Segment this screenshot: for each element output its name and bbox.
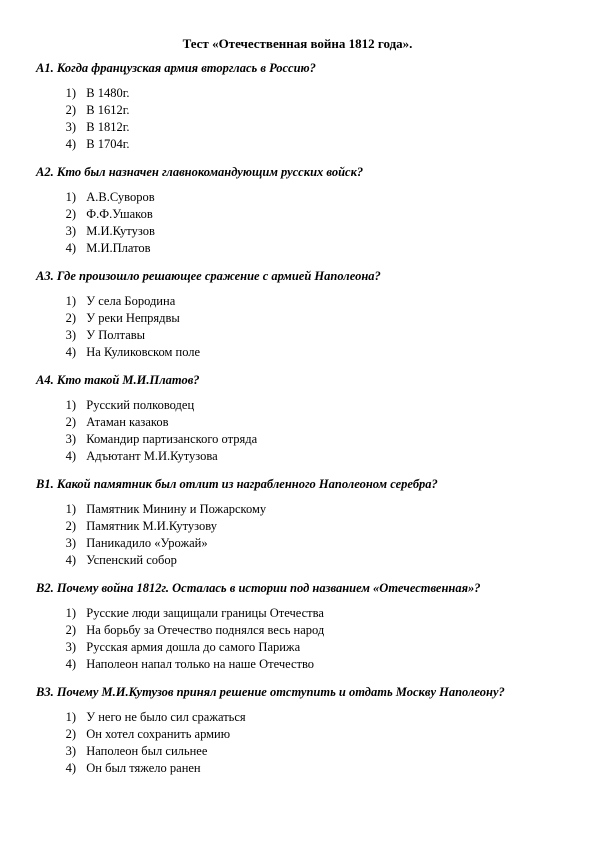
question-text: А3. Где произошло решающее сражение с армией Наполеона? bbox=[36, 269, 381, 283]
answer-option bbox=[60, 344, 559, 361]
answer-text: Памятник Минину и Пожарскому bbox=[86, 502, 267, 516]
answer-list bbox=[60, 189, 559, 257]
answer-option bbox=[60, 743, 559, 760]
question-text: А2. Кто был назначен главнокомандующим русских войск? bbox=[36, 165, 364, 179]
answer-option bbox=[60, 622, 559, 639]
answer-number: 4) bbox=[65, 137, 76, 151]
answer-text: Ф.Ф.Ушаков bbox=[86, 207, 153, 221]
answer-text: Успенский собор bbox=[86, 553, 177, 567]
question-text: А1. Когда французская армия вторглась в Россию? bbox=[36, 61, 316, 75]
answer-option bbox=[60, 709, 559, 726]
answer-number: 2) bbox=[65, 207, 76, 221]
question-block bbox=[36, 372, 559, 465]
answer-text: У Полтавы bbox=[86, 328, 146, 342]
answer-text: М.И.Кутузов bbox=[86, 224, 155, 238]
page-title: Тест «Отечественная война 1812 года». bbox=[182, 36, 413, 51]
answer-number: 2) bbox=[65, 415, 76, 429]
answer-text: Русский полководец bbox=[86, 398, 195, 412]
answer-text: У реки Непрядвы bbox=[86, 311, 180, 325]
answer-option bbox=[60, 327, 559, 344]
answer-list bbox=[60, 397, 559, 465]
answer-text: Русская армия дошла до самого Парижа bbox=[86, 640, 301, 654]
answer-list bbox=[60, 293, 559, 361]
question-block bbox=[36, 268, 559, 361]
answer-text: Он хотел сохранить армию bbox=[86, 727, 231, 741]
answer-number: 3) bbox=[65, 536, 76, 550]
answer-text: У него не было сил сражаться bbox=[86, 710, 246, 724]
answer-text: В 1704г. bbox=[86, 137, 130, 151]
question-block bbox=[36, 580, 559, 673]
answer-number: 4) bbox=[65, 553, 76, 567]
answer-option bbox=[60, 431, 559, 448]
answer-number: 3) bbox=[65, 640, 76, 654]
answer-number: 3) bbox=[65, 744, 76, 758]
answer-list bbox=[60, 709, 559, 777]
answer-option bbox=[60, 518, 559, 535]
answer-text: Русские люди защищали границы Отечества bbox=[86, 606, 324, 620]
answer-text: На Куликовском поле bbox=[86, 345, 201, 359]
answer-number: 1) bbox=[65, 710, 76, 724]
answer-number: 4) bbox=[65, 345, 76, 359]
question-block bbox=[36, 60, 559, 153]
answer-text: Памятник М.И.Кутузову bbox=[86, 519, 217, 533]
answer-option bbox=[60, 605, 559, 622]
answer-option bbox=[60, 397, 559, 414]
answer-number: 2) bbox=[65, 311, 76, 325]
answer-number: 3) bbox=[65, 432, 76, 446]
answer-option bbox=[60, 293, 559, 310]
answer-text: Он был тяжело ранен bbox=[86, 761, 201, 775]
answer-option bbox=[60, 189, 559, 206]
answer-number: 1) bbox=[65, 294, 76, 308]
question-list bbox=[36, 60, 559, 777]
answer-number: 3) bbox=[65, 224, 76, 238]
answer-option bbox=[60, 136, 559, 153]
question-block bbox=[36, 476, 559, 569]
answer-text: Наполеон был сильнее bbox=[86, 744, 208, 758]
answer-option bbox=[60, 552, 559, 569]
answer-number: 4) bbox=[65, 657, 76, 671]
answer-number: 3) bbox=[65, 328, 76, 342]
answer-list bbox=[60, 85, 559, 153]
answer-option bbox=[60, 310, 559, 327]
answer-option bbox=[60, 102, 559, 119]
answer-text: В 1812г. bbox=[86, 120, 130, 134]
answer-text: Командир партизанского отряда bbox=[86, 432, 258, 446]
answer-number: 3) bbox=[65, 120, 76, 134]
answer-list bbox=[60, 605, 559, 673]
answer-list bbox=[60, 501, 559, 569]
question-text: В1. Какой памятник был отлит из награбленного Наполеоном серебра? bbox=[36, 477, 438, 491]
answer-option bbox=[60, 448, 559, 465]
answer-option bbox=[60, 639, 559, 656]
answer-option bbox=[60, 119, 559, 136]
answer-text: Атаман казаков bbox=[86, 415, 169, 429]
question-text: В3. Почему М.И.Кутузов принял решение отступить и отдать Москву Наполеону? bbox=[36, 685, 505, 699]
answer-number: 1) bbox=[65, 606, 76, 620]
answer-option bbox=[60, 206, 559, 223]
answer-option bbox=[60, 760, 559, 777]
answer-text: У села Бородина bbox=[86, 294, 176, 308]
answer-text: На борьбу за Отечество поднялся весь народ bbox=[86, 623, 325, 637]
answer-text: М.И.Платов bbox=[86, 241, 151, 255]
answer-number: 2) bbox=[65, 727, 76, 741]
answer-option bbox=[60, 501, 559, 518]
answer-number: 4) bbox=[65, 449, 76, 463]
question-block bbox=[36, 684, 559, 777]
answer-text: А.В.Суворов bbox=[86, 190, 155, 204]
answer-number: 2) bbox=[65, 623, 76, 637]
answer-number: 1) bbox=[65, 190, 76, 204]
answer-option bbox=[60, 85, 559, 102]
answer-option bbox=[60, 240, 559, 257]
answer-option bbox=[60, 726, 559, 743]
answer-number: 2) bbox=[65, 103, 76, 117]
question-text: В2. Почему война 1812г. Осталась в истории под названием «Отечественная»? bbox=[36, 581, 481, 595]
answer-option bbox=[60, 223, 559, 240]
answer-option bbox=[60, 656, 559, 673]
question-text: А4. Кто такой М.И.Платов? bbox=[36, 373, 200, 387]
answer-number: 1) bbox=[65, 86, 76, 100]
answer-number: 4) bbox=[65, 241, 76, 255]
answer-number: 1) bbox=[65, 398, 76, 412]
answer-text: В 1480г. bbox=[86, 86, 130, 100]
answer-number: 2) bbox=[65, 519, 76, 533]
answer-number: 1) bbox=[65, 502, 76, 516]
answer-text: Адъютант М.И.Кутузова bbox=[86, 449, 218, 463]
answer-text: Наполеон напал только на наше Отечество bbox=[86, 657, 315, 671]
answer-option bbox=[60, 414, 559, 431]
answer-number: 4) bbox=[65, 761, 76, 775]
question-block bbox=[36, 164, 559, 257]
answer-option bbox=[60, 535, 559, 552]
answer-text: Паникадило «Урожай» bbox=[86, 536, 208, 550]
answer-text: В 1612г. bbox=[86, 103, 130, 117]
